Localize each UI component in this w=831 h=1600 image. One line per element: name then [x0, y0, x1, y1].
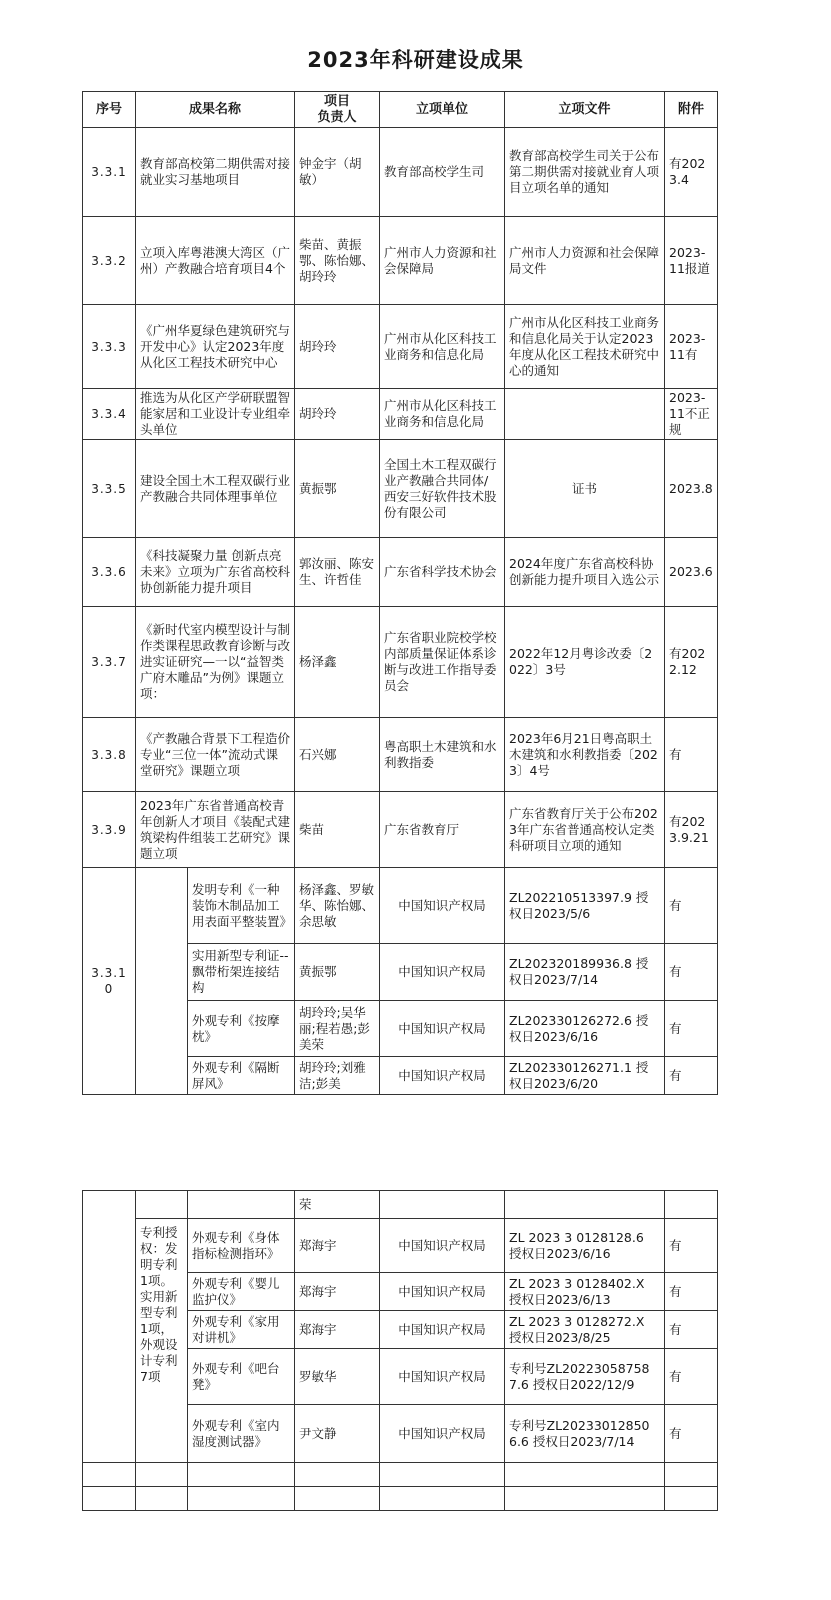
item-name: 发明专利《一种装饰木制品加工用表面平整装置》	[188, 868, 295, 944]
item-unit: 中国知识产权局	[380, 868, 505, 944]
item-doc: ZL202330126272.6 授权日2023/6/16	[505, 1001, 665, 1057]
item-doc: 证书	[505, 440, 665, 538]
table-row	[83, 440, 718, 538]
item-leader: 郑海宇	[295, 1219, 380, 1273]
item-unit: 广州市人力资源和社会保障局	[380, 217, 505, 305]
item-unit: 广东省职业院校学校内部质量保证体系诊断与改进工作指导委员会	[380, 607, 505, 718]
item-doc: ZL202320189936.8 授权日2023/7/14	[505, 944, 665, 1001]
item-name: 教育部高校第二期供需对接就业实习基地项目	[136, 128, 295, 217]
header-name: 成果名称	[136, 92, 295, 128]
item-attachment-empty	[665, 1191, 718, 1219]
item-unit: 全国土木工程双碳行业产教融合共同体/西安三好软件技术股份有限公司	[380, 440, 505, 538]
item-leader: 胡玲玲;刘雅洁;彭美	[295, 1057, 380, 1095]
item-doc: 专利号ZL202230587587.6 授权日2022/12/9	[505, 1349, 665, 1405]
empty-row	[83, 1487, 718, 1511]
item-leader: 黄振鄂	[295, 440, 380, 538]
item-unit: 粤高职土木建筑和水利教指委	[380, 718, 505, 792]
item-leader: 杨泽鑫、罗敏华、陈怡娜、余思敏	[295, 868, 380, 944]
item-attachment: 2023-11不正规	[665, 389, 718, 440]
item-name: 建设全国土木工程双碳行业产教融合共同体理事单位	[136, 440, 295, 538]
item-doc: 专利号ZL202330128506.6 授权日2023/7/14	[505, 1405, 665, 1463]
item-attachment: 有	[665, 1311, 718, 1349]
item-attachment: 2023-11有	[665, 305, 718, 389]
item-unit: 中国知识产权局	[380, 1405, 505, 1463]
item-name: 外观专利《吧台凳》	[188, 1349, 295, 1405]
item-leader: 胡玲玲;吴华丽;程若愚;彭美荣	[295, 1001, 380, 1057]
item-attachment: 有	[665, 1273, 718, 1311]
item-doc: ZL 2023 3 0128402.X 授权日2023/6/13	[505, 1273, 665, 1311]
row-number: 3.3.8	[83, 718, 136, 792]
item-attachment: 有2022.12	[665, 607, 718, 718]
table-row	[83, 607, 718, 718]
results-table-continued	[82, 1190, 718, 1511]
header-unit: 立项单位	[380, 92, 505, 128]
table-row	[83, 389, 718, 440]
item-attachment: 有	[665, 718, 718, 792]
table-row	[83, 128, 718, 217]
item-doc: 广州市人力资源和社会保障局文件	[505, 217, 665, 305]
item-leader: 尹文静	[295, 1405, 380, 1463]
item-doc-empty	[505, 1191, 665, 1219]
item-doc: ZL 2023 3 0128272.X 授权日2023/8/25	[505, 1311, 665, 1349]
item-doc: ZL202330126271.1 授权日2023/6/20	[505, 1057, 665, 1095]
item-name: 2023年广东省普通高校青年创新人才项目《装配式建筑梁构件组装工艺研究》课题立项	[136, 792, 295, 868]
item-name: 《产教融合背景下工程造价专业“三位一体”流动式课堂研究》课题立项	[136, 718, 295, 792]
item-leader: 罗敏华	[295, 1349, 380, 1405]
patent-group-label: 专利授权：发明专利1项。实用新型专利1项，外观设计专利7项	[136, 1219, 188, 1463]
header-doc: 立项文件	[505, 92, 665, 128]
item-doc	[505, 389, 665, 440]
item-doc: 广州市从化区科技工业商务和信息化局关于认定2023年度从化区工程技术研究中心的通知	[505, 305, 665, 389]
item-name: 外观专利《按摩枕》	[188, 1001, 295, 1057]
item-unit: 中国知识产权局	[380, 944, 505, 1001]
header-attachment: 附件	[665, 92, 718, 128]
table-row	[83, 1191, 718, 1219]
row-number: 3.3.5	[83, 440, 136, 538]
item-unit: 广州市从化区科技工业商务和信息化局	[380, 305, 505, 389]
table-row	[83, 217, 718, 305]
item-unit: 中国知识产权局	[380, 1311, 505, 1349]
item-unit: 教育部高校学生司	[380, 128, 505, 217]
item-name: 外观专利《室内湿度测试器》	[188, 1405, 295, 1463]
table-row	[83, 792, 718, 868]
row-number: 3.3.3	[83, 305, 136, 389]
table-row	[83, 718, 718, 792]
header-no: 序号	[83, 92, 136, 128]
table-row	[83, 868, 718, 944]
item-name: 立项入库粤港澳大湾区（广州）产教融合培育项目4个	[136, 217, 295, 305]
item-unit: 中国知识产权局	[380, 1349, 505, 1405]
item-leader: 柴苗、黄振鄂、陈怡娜、胡玲玲	[295, 217, 380, 305]
item-attachment: 有	[665, 1405, 718, 1463]
item-name: 实用新型专利证--飘带桁架连接结构	[188, 944, 295, 1001]
item-leader: 柴苗	[295, 792, 380, 868]
item-unit: 广东省科学技术协会	[380, 538, 505, 607]
item-leader: 石兴娜	[295, 718, 380, 792]
item-unit: 中国知识产权局	[380, 1219, 505, 1273]
item-name: 《科技凝聚力量 创新点亮未来》立项为广东省高校科协创新能力提升项目	[136, 538, 295, 607]
item-name-empty	[188, 1191, 295, 1219]
item-leader: 胡玲玲	[295, 389, 380, 440]
item-name: 《新时代室内模型设计与制作类课程思政教育诊断与改进实证研究—一以“益智类广府木雕品”为例》课题立项：	[136, 607, 295, 718]
item-name: 外观专利《隔断屏风》	[188, 1057, 295, 1095]
item-name: 外观专利《身体指标检测指环》	[188, 1219, 295, 1273]
item-unit-empty	[380, 1191, 505, 1219]
header-leader: 项目 负责人	[295, 92, 380, 128]
item-doc: ZL 2023 3 0128128.6 授权日2023/6/16	[505, 1219, 665, 1273]
item-doc: 2022年12月粤诊改委〔2022〕3号	[505, 607, 665, 718]
item-unit: 中国知识产权局	[380, 1273, 505, 1311]
item-doc: ZL202210513397.9 授权日2023/5/6	[505, 868, 665, 944]
row-number: 3.3.10	[83, 868, 136, 1095]
row-number: 3.3.9	[83, 792, 136, 868]
table-row	[83, 538, 718, 607]
item-unit: 中国知识产权局	[380, 1001, 505, 1057]
row-number-empty	[83, 1191, 136, 1463]
item-attachment: 有	[665, 1001, 718, 1057]
table-row	[83, 1219, 718, 1273]
item-attachment: 2023.8	[665, 440, 718, 538]
item-leader: 黄振鄂	[295, 944, 380, 1001]
item-leader: 杨泽鑫	[295, 607, 380, 718]
item-attachment: 有	[665, 868, 718, 944]
item-leader: 钟金宇（胡敏）	[295, 128, 380, 217]
table-header-row	[83, 92, 718, 128]
table-row	[83, 305, 718, 389]
row-number: 3.3.4	[83, 389, 136, 440]
item-unit: 广州市从化区科技工业商务和信息化局	[380, 389, 505, 440]
row-number: 3.3.1	[83, 128, 136, 217]
item-attachment: 有	[665, 1219, 718, 1273]
row-number: 3.3.2	[83, 217, 136, 305]
item-doc: 广东省教育厅关于公布2023年广东省普通高校认定类科研项目立项的通知	[505, 792, 665, 868]
item-unit: 中国知识产权局	[380, 1057, 505, 1095]
item-attachment: 2023-11报道	[665, 217, 718, 305]
row-number: 3.3.6	[83, 538, 136, 607]
item-leader: 荣	[295, 1191, 380, 1219]
item-attachment: 有2023.9.21	[665, 792, 718, 868]
item-attachment: 有	[665, 1057, 718, 1095]
item-doc: 2023年6月21日粤高职土木建筑和水利教指委〔2023〕4号	[505, 718, 665, 792]
empty-row	[83, 1463, 718, 1487]
page-title: 2023年科研建设成果	[307, 48, 524, 72]
item-attachment: 有2023.4	[665, 128, 718, 217]
item-name: 外观专利《家用对讲机》	[188, 1311, 295, 1349]
group-cell	[136, 868, 188, 1095]
item-leader: 郑海宇	[295, 1311, 380, 1349]
item-name: 《广州华夏绿色建筑研究与开发中心》认定2023年度从化区工程技术研究中心	[136, 305, 295, 389]
item-name: 推选为从化区产学研联盟智能家居和工业设计专业组牵头单位	[136, 389, 295, 440]
results-table	[82, 91, 718, 1095]
item-attachment: 有	[665, 944, 718, 1001]
item-leader: 郭汝丽、陈安生、许哲佳	[295, 538, 380, 607]
item-attachment: 有	[665, 1349, 718, 1405]
group-cell-top	[136, 1191, 188, 1219]
item-name: 外观专利《婴儿监护仪》	[188, 1273, 295, 1311]
item-leader: 胡玲玲	[295, 305, 380, 389]
item-doc: 2024年度广东省高校科协创新能力提升项目入选公示	[505, 538, 665, 607]
row-number: 3.3.7	[83, 607, 136, 718]
item-leader: 郑海宇	[295, 1273, 380, 1311]
item-attachment: 2023.6	[665, 538, 718, 607]
item-unit: 广东省教育厅	[380, 792, 505, 868]
item-doc: 教育部高校学生司关于公布第二期供需对接就业育人项目立项名单的通知	[505, 128, 665, 217]
